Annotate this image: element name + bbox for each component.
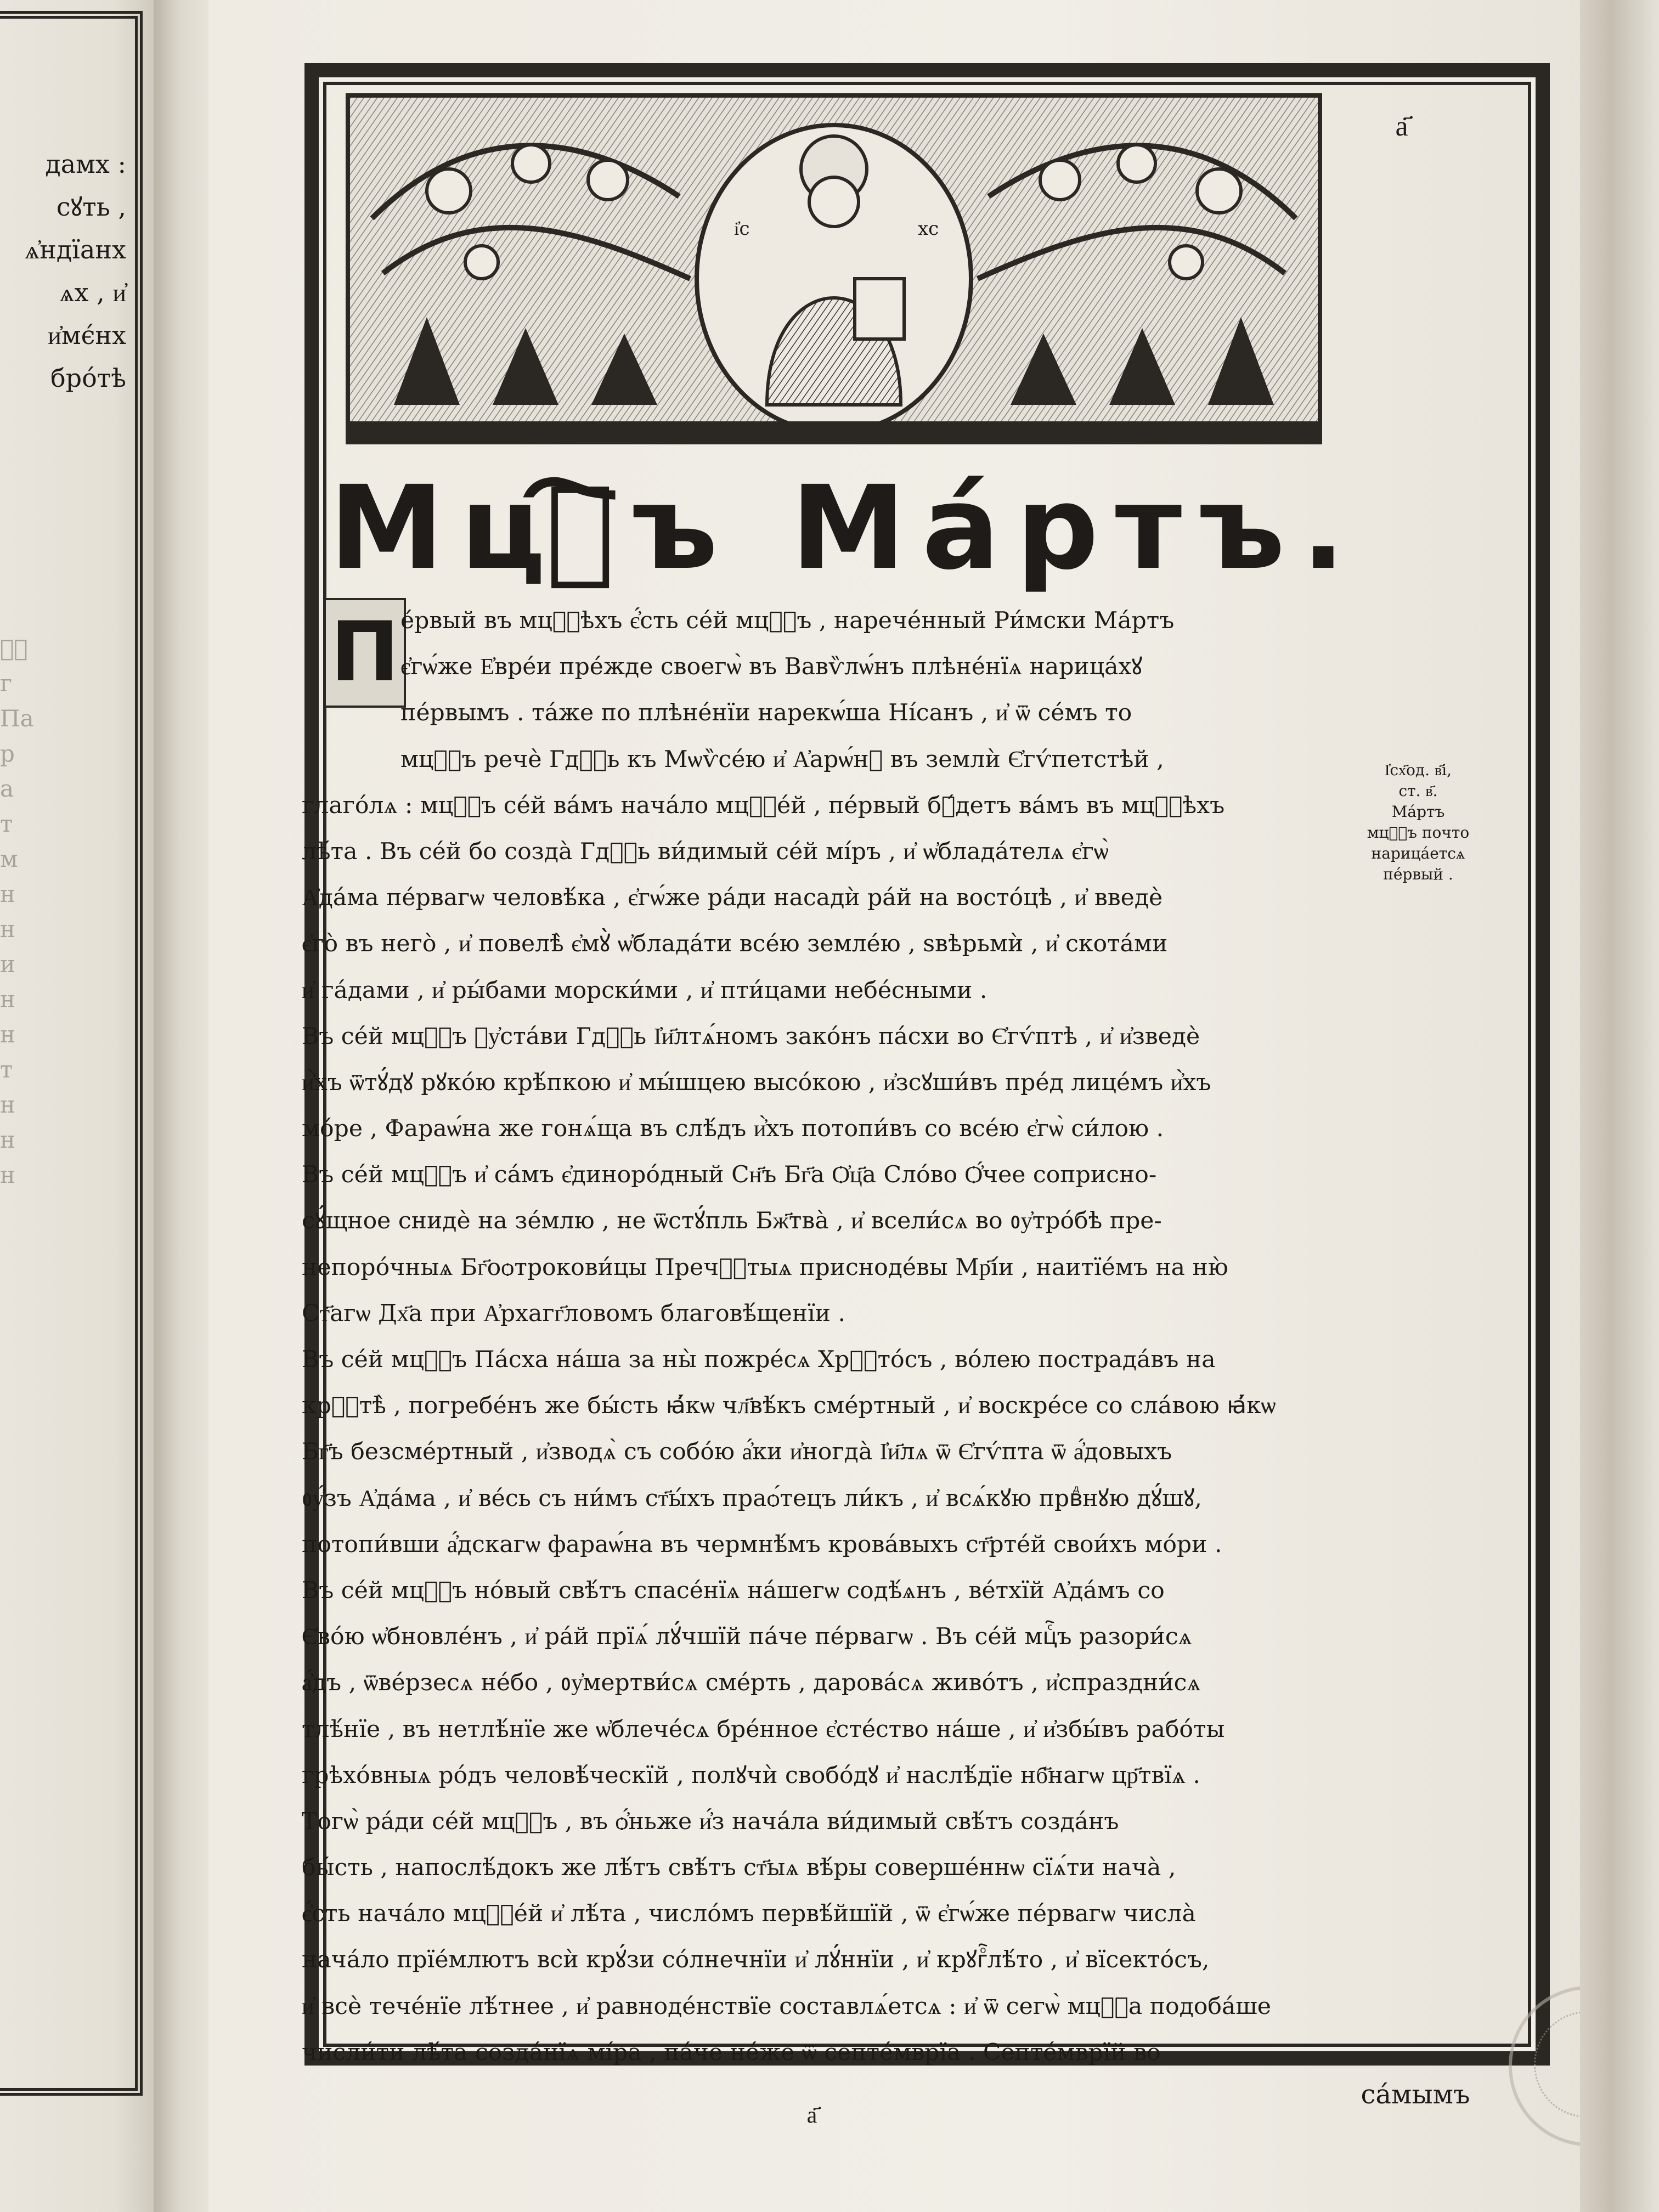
headpiece-inscription-left: і҆с — [734, 218, 750, 240]
text-line: нача́ло прїе́млютъ всѝ крꙋ́зи со́лнечнїи и҆ лꙋ́ннїи , и҆ крꙋгⷪ҇лѣ́то , и҆ вїсекто́съ, — [302, 1946, 1210, 1974]
text-line: мцⷭ҇ъ речѐ Гдⷭ҇ь къ Мѡѷсе́ю и҆ А҆арѡ́нꙋ въ землѝ Є҆гѵ́петстѣй , — [400, 746, 1164, 773]
margin-note-line: нарица́етсѧ — [1371, 844, 1465, 862]
text-line: е́рвый въ мцⷭ҇ѣхъ є҆́сть се́й мцⷭ҇ъ , нарече́нный Ри́мски Ма́ртъ — [400, 607, 1175, 634]
text-line: є҆гѡ́же Е҆вре́и пре́жде своегѡ̀ въ Вавѷлѡ́нъ плѣне́нїѧ нарица́хꙋ — [400, 653, 1143, 681]
text-line: ᲂу҆́зъ А҆да́ма , и҆ ве́сь съ ни́мъ ст҃ы́хъ праѻ́тецъ ли́къ , и҆ всѧ́кꙋю првⷣнꙋю дꙋ́шꙋ, — [302, 1485, 1202, 1512]
left-text-line: дамх : — [45, 149, 126, 179]
left-faint-line: н — [0, 881, 15, 907]
left-page-text — [0, 143, 126, 399]
text-line: грѣхо́вныѧ ро́дъ человѣ́ческїй , полꙋчѝ свобо́дꙋ и҆ наслѣ́дїе нб҃нагѡ цр҃твїѧ . — [302, 1762, 1200, 1789]
left-faint-line: н — [0, 1091, 15, 1118]
left-faint-line: г — [0, 670, 13, 697]
headpiece-inscription-right: хс — [918, 218, 939, 240]
left-faint-line: т — [0, 1056, 13, 1083]
left-faint-line: а — [0, 775, 14, 802]
bottom-page-letter: а҃ — [806, 2101, 817, 2128]
book-icon — [855, 279, 904, 339]
left-faint-line: н — [0, 1161, 15, 1188]
text-line: лѣ́та . Въ се́й бо созда̀ Гдⷭ҇ь ви́димый се́й мі́ръ , и҆ ѡ҆блада́телѧ є҆гѡ̀ — [302, 838, 1109, 865]
margin-note-line: І҆сх҃од. в҃і, — [1385, 761, 1452, 779]
left-faint-line: Па — [0, 705, 34, 732]
text-line: є҆го̀ въ него̀ , и҆ повелѣ̀ є҆мꙋ̀ ѡ҆блада́ти все́ю земле́ю , ѕвѣрьмѝ , и҆ скота́ми — [302, 930, 1168, 958]
left-text-line: ѧ҆ндїанх — [25, 235, 126, 264]
engraved-headpiece — [346, 93, 1322, 444]
margin-note-line: ст. в҃. — [1398, 782, 1438, 800]
left-faint-line: т — [0, 810, 13, 837]
text-line: бы́сть , напослѣ́докъ же лѣ́тъ свѣ́тъ ст҃ыѧ вѣ́ры соверше́ннѡ сїѧ́ти нача̀ , — [302, 1854, 1176, 1882]
text-line: Въ се́й мцⷭ҇ъ Па́сха на́ша за ны̀ пожре́сѧ Хрⷭ҇то́съ , во́лею пострада́въ на — [302, 1346, 1216, 1373]
margin-note — [1361, 760, 1476, 885]
text-line: є҆́сть нача́ло мцⷭ҇е́й и҆ лѣ́та , число́мъ первѣ́йшїй , ѿ є҆гѡ́же пе́рвагѡ числа̀ — [302, 1900, 1196, 1928]
text-line: пе́рвымъ . та́же по плѣне́нїи нарекѡ́ша Ні́санъ , и҆ ѿ се́мъ то — [400, 699, 1132, 727]
text-line: Ст҃агѡ Дх҃а при А҆рхагг҃ловомъ благовѣ́щенїи . — [302, 1300, 846, 1327]
page-title: Мцⷭ҇ъ Ма́ртъ. — [329, 461, 1362, 595]
left-text-line: и҆мє́нх — [48, 320, 126, 350]
left-faint-line: н — [0, 1126, 15, 1153]
text-line: Въ се́й мцⷭ҇ъ но́вый свѣ́тъ спасе́нїѧ на́шегѡ содѣ́ѧнъ , ве́тхїй А҆да́мъ со — [302, 1577, 1165, 1604]
page-signature-letter: а҃ — [1395, 110, 1408, 143]
text-line: крⷭ҇тѣ̀ , погребе́нъ же бы́сть ꙗ҆́кѡ чл҃вѣ́къ сме́ртный , и҆ воскре́се со сла́вою ꙗ҆́кѡ — [302, 1392, 1276, 1420]
text-line: а҆́дъ , ѿве́рзесѧ не́бо , ᲂу҆мертви́сѧ сме́рть , дарова́сѧ живо́тъ , и҆спраздни́сѧ — [302, 1669, 1201, 1697]
text-line: и҆ всѐ тече́нїе лѣ́тнее , и҆ равноде́нствїе составлѧ́етсѧ : и҆ ѿ сегѡ̀ мцⷭ҇а подоба́ше — [302, 1993, 1271, 2020]
text-line: непоро́чныѧ Бг҃оѻтрокови́цы Пречⷭ҇тыѧ присноде́вы Мр҃і́и , наитїе́мъ на ню̀ — [302, 1254, 1228, 1281]
text-line: и҆ га́дами , и҆ ры́бами морски́ми , и҆ пти́цами небе́сными . — [302, 977, 988, 1004]
headpiece-engraving — [350, 98, 1318, 440]
left-faint-line: н — [0, 916, 15, 943]
left-text-line: бро́тѣ — [50, 363, 126, 393]
left-page — [0, 0, 165, 2212]
text-line: тлѣ́нїе , въ нетлѣ́нїе же ѡ҆блече́сѧ бре́нное є҆сте́ство на́ше , и҆ и҆збы́въ рабо́ты — [302, 1716, 1225, 1743]
text-line: Є҆во́ю ѡ҆бновле́нъ , и҆ ра́й прїѧ́ лꙋ́чшїй па́че пе́рвагѡ . Въ се́й мцⷭ҇ъ разори́сѧ — [302, 1623, 1192, 1651]
left-faint-line: р — [0, 740, 15, 767]
margin-note-line: мцⷭ҇ъ почто — [1367, 823, 1470, 842]
catchword: са́мымъ — [1361, 2079, 1470, 2110]
left-page-faint-text — [0, 631, 38, 1193]
text-line: сꙋ́щное снидѐ на зе́млю , не ѿстꙋ́пль Бж҃тва̀ , и҆ всели́сѧ во ᲂу҆тро́бѣ пре- — [302, 1207, 1162, 1235]
text-line: и҆̀хъ ѿтꙋ́дꙋ рꙋко́ю крѣ́пкою и҆ мы́шцею высо́кою , и҆зсꙋши́въ пре́д лице́мъ и҆̀хъ — [302, 1069, 1211, 1096]
left-text-line: сꙋть , — [56, 192, 126, 222]
text-line: Въ се́й мцⷭ҇ъ и҆ са́мъ є҆диноро́дный Сн҃ъ Бг҃а Ѻ҆ц҃а Сло́во Ѻ҆́чее соприсно- — [302, 1161, 1157, 1189]
text-line: числи́ти лѣ́та созда́нїѧ мі́ра , па́че не́же ѿ септе́мврїа . Септе́мврїй во — [302, 2039, 1161, 2066]
text-line: мо́ре , Фараѡ́на же гонѧ́ща въ слѣ́дъ и҆̀хъ потопи́въ со все́ю є҆гѡ̀ си́лою . — [302, 1115, 1164, 1143]
left-faint-line: н — [0, 986, 15, 1013]
text-line: Въ се́й мцⷭ҇ъ ᲂу҆ста́ви Гдⷭ҇ь І҆и҃лтѧ́номъ зако́нъ па́схи во Є҆гѵ́птѣ , и҆ и҆зведѐ — [302, 1023, 1200, 1050]
left-text-line: ѧх , и҆ — [59, 278, 126, 307]
margin-note-line: Ма́ртъ — [1391, 803, 1445, 821]
body-text — [302, 598, 1350, 2076]
left-faint-line: м — [0, 845, 18, 872]
page-edge — [1580, 0, 1659, 2212]
text-line: потопи́вши а҆́дскагѡ фараѡ́на въ чермнѣ́мъ крова́выхъ ст҃рте́й свои́хъ мо́ри . — [302, 1531, 1222, 1558]
main-page — [208, 0, 1591, 2212]
left-faint-line: ѧⷧ — [0, 635, 28, 662]
text-line: Тогѡ̀ ра́ди се́й мцⷭ҇ъ , въ ѻ҆́ньже и҆́з нача́ла ви́димый свѣ́тъ созда́нъ — [302, 1808, 1119, 1835]
margin-note-line: пе́рвый . — [1383, 865, 1453, 883]
left-faint-line: н — [0, 1021, 15, 1048]
text-line: Бг҃ъ безсме́ртный , и҆зводѧ̀ съ собо́ю а҆́ки и҆ногда̀ І҆и҃лѧ ѿ Є҆гѵ́пта ѿ а҆́довыхъ — [302, 1438, 1172, 1466]
decorated-initial: П — [324, 598, 406, 708]
text-line: А҆да́ма пе́рвагѡ человѣ́ка , є҆гѡ́же ра́ди насадѝ ра́й на восто́цѣ , и҆ введѐ — [302, 884, 1163, 912]
left-faint-line: и — [0, 951, 15, 978]
text-line: глаго́лѧ : мцⷭ҇ъ се́й ва́мъ нача́ло мцⷭ҇е́й , пе́рвый бꙋ́детъ ва́мъ въ мцⷭ҇ѣхъ — [302, 792, 1225, 819]
